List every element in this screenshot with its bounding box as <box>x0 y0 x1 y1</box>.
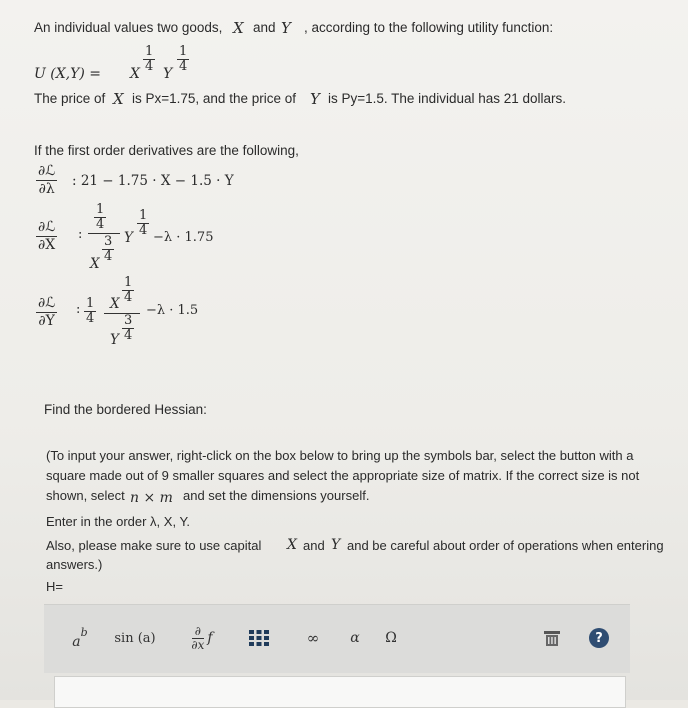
instructions-line-3b: and set the dimensions yourself. <box>183 488 370 503</box>
dl-dy-y-exp-den: 4 <box>124 328 133 343</box>
omega-button[interactable] <box>378 619 404 657</box>
dl-dx-y-var: Y <box>124 230 133 246</box>
dl-dy-fraction <box>36 295 57 330</box>
utility-y-exp-num: 1 <box>179 44 188 59</box>
utility-lhs: U (X,Y) = <box>34 66 102 82</box>
instructions-also-1: Also, please make sure to use capital <box>46 538 262 553</box>
dl-dy-y-var: Y <box>110 332 119 348</box>
dl-dx-coef-den: 4 <box>96 217 105 232</box>
derivative-button[interactable] <box>176 619 228 657</box>
dl-dx-colon: : <box>78 227 83 242</box>
instructions-order: Enter in the order λ, X, Y. <box>46 514 191 529</box>
dl-dy-x-exp-num: 1 <box>124 275 133 290</box>
utility-x-exp-num: 1 <box>145 44 154 59</box>
dl-dx-num: ∂ℒ <box>38 219 56 235</box>
derivative-num: ∂ <box>192 625 204 639</box>
infinity-button[interactable] <box>300 619 326 657</box>
trash-button[interactable] <box>540 619 564 657</box>
utility-x-exp-den: 4 <box>145 59 154 74</box>
dl-dx-coef <box>94 203 106 232</box>
dl-dx-main-fraction <box>88 203 124 275</box>
matrix-grid-icon <box>248 629 270 647</box>
dl-dx-y-exp-den: 4 <box>139 223 148 238</box>
price-var-y: Y <box>310 90 320 108</box>
power-exponent: b <box>80 625 88 639</box>
price-text-1: The price of <box>34 91 106 106</box>
dl-dx-x-exponent <box>102 235 114 264</box>
omega-symbol: Ω <box>385 630 397 646</box>
symbols-toolbar <box>44 604 630 673</box>
dl-dlambda-den: ∂λ <box>38 181 55 197</box>
intro-and: and <box>253 20 276 35</box>
dl-dx-y-exp-num: 1 <box>139 208 148 223</box>
dl-dlambda-expression: : 21 − 1.75 · X − 1.5 · Y <box>72 173 234 189</box>
dl-dx-x-var: X <box>90 256 100 272</box>
dl-dx-x-exp-den: 4 <box>104 249 113 264</box>
dl-dx-den: ∂X <box>38 237 56 253</box>
derivative-den: ∂x <box>191 637 205 652</box>
dl-dx-y-exponent <box>137 209 149 238</box>
help-icon[interactable] <box>589 628 609 648</box>
intro-var-x: X <box>233 19 244 37</box>
dl-dy-coef-num: 1 <box>86 296 95 311</box>
dl-dy-y-exponent <box>122 314 134 343</box>
hessian-answer-input[interactable] <box>54 676 626 708</box>
derivative-f: f <box>207 630 213 646</box>
sin-label: sin (a) <box>114 630 156 646</box>
dl-dlambda-num: ∂ℒ <box>38 163 56 179</box>
dl-dy-y-exp-num: 3 <box>124 313 133 328</box>
dl-dy-coef <box>84 297 96 326</box>
help-symbol: ? <box>595 630 603 646</box>
power-button[interactable] <box>62 619 98 657</box>
instructions-and: and <box>303 538 325 553</box>
instructions-nxm: n × m <box>130 490 173 506</box>
power-base: a <box>72 634 81 650</box>
infinity-symbol: ∞ <box>306 629 320 647</box>
instructions-cap-y: Y <box>331 537 341 553</box>
find-hessian-heading: Find the bordered Hessian: <box>44 402 207 417</box>
dl-dy-colon: : <box>76 302 81 317</box>
dl-dlambda-fraction <box>36 163 57 198</box>
instructions-cap-x: X <box>287 537 297 553</box>
intro-text-2: , according to the following utility function: <box>304 20 554 35</box>
instructions-also-3: answers.) <box>46 557 103 572</box>
utility-x: X <box>130 66 140 82</box>
price-text-3: is Py=1.5. The individual has 21 dollars. <box>328 91 567 106</box>
trash-icon <box>543 629 561 647</box>
price-var-x: X <box>113 90 124 108</box>
derivatives-intro: If the first order derivatives are the following, <box>34 143 299 158</box>
utility-x-exponent <box>143 45 155 74</box>
instructions-line-2: square made out of 9 smaller squares and select the appropriate size of matrix. If the correct size is not <box>46 468 640 483</box>
dl-dx-coef-num: 1 <box>96 202 105 217</box>
alpha-symbol: α <box>350 630 360 646</box>
dl-dy-tail: −λ · 1.5 <box>146 303 199 318</box>
utility-y-exponent <box>177 45 189 74</box>
dl-dy-num: ∂ℒ <box>38 295 56 311</box>
intro-var-y: Y <box>281 19 291 37</box>
dl-dy-main-fraction <box>104 276 146 348</box>
instructions-line-3a: shown, select <box>46 488 125 503</box>
dl-dy-x-exponent <box>122 276 134 305</box>
alpha-button[interactable] <box>342 619 368 657</box>
instructions-line-1: (To input your answer, right-click on the box below to bring up the symbols bar, select the button with a <box>46 448 634 463</box>
sin-button[interactable] <box>106 619 164 657</box>
dl-dy-coef-den: 4 <box>86 311 95 326</box>
dl-dy-den: ∂Y <box>38 313 55 329</box>
dl-dx-fraction <box>36 219 57 254</box>
dl-dy-x-exp-den: 4 <box>124 290 133 305</box>
dl-dx-tail: −λ · 1.75 <box>153 230 214 245</box>
derivative-fraction <box>191 625 204 652</box>
instructions-also-2: and be careful about order of operations when entering <box>347 538 664 553</box>
utility-y-exp-den: 4 <box>179 59 188 74</box>
dl-dx-x-exp-num: 3 <box>104 234 113 249</box>
utility-y: Y <box>163 66 173 82</box>
hessian-label: H= <box>46 579 63 594</box>
intro-text-1: An individual values two goods, <box>34 20 223 35</box>
price-text-2: is Px=1.75, and the price of <box>132 91 296 106</box>
dl-dy-x-var: X <box>110 296 120 312</box>
matrix-button[interactable] <box>242 619 276 657</box>
